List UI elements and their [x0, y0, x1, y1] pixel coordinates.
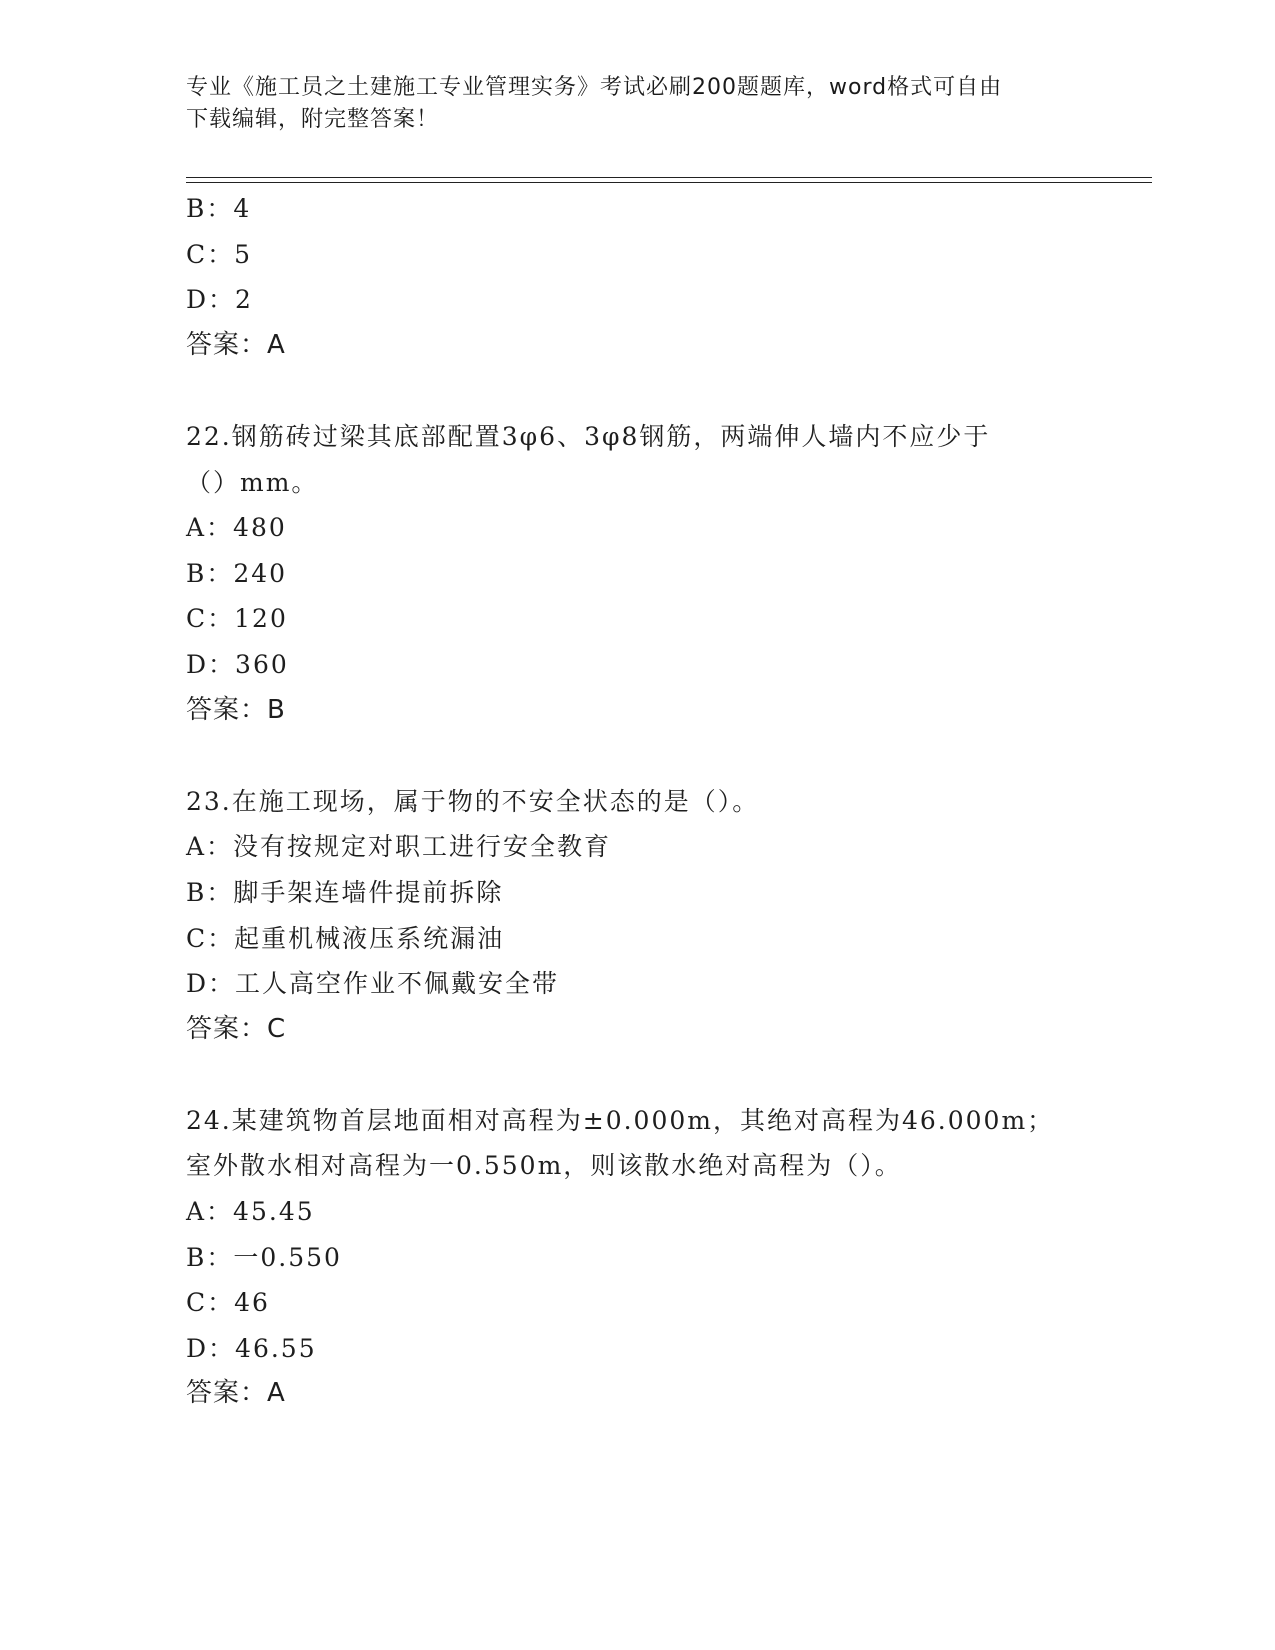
spacer [186, 1052, 1086, 1098]
answer-line: 答案：C [186, 1013, 287, 1044]
spacer [186, 368, 1086, 414]
header-divider-bottom [186, 182, 1152, 183]
question-stem-line-2: （）mm。 [186, 467, 319, 497]
option-b: B：一0.550 [186, 1242, 342, 1272]
option-b: B：4 [186, 194, 252, 223]
option-c: C：起重机械液压系统漏油 [186, 923, 505, 953]
answer-line: 答案：A [186, 1378, 286, 1409]
spacer [186, 733, 1086, 779]
option-a: A：45.45 [186, 1197, 315, 1227]
option-b: B：脚手架连墙件提前拆除 [186, 877, 504, 907]
option-d: D：46.55 [186, 1333, 317, 1363]
option-d: D：2 [186, 285, 253, 315]
document-header [186, 72, 1066, 136]
header-divider-top [186, 177, 1152, 178]
option-a: A：没有按规定对职工进行安全教育 [186, 832, 612, 862]
option-c: C：46 [186, 1288, 270, 1318]
question-23 [186, 779, 1086, 1053]
header-line-1: 专业《施工员之土建施工专业管理实务》考试必刷200题题库，word格式可自由 [186, 75, 1003, 100]
question-22 [186, 414, 1086, 733]
question-stem-line-1: 22.钢筋砖过梁其底部配置3φ6、3φ8钢筋，两端伸人墙内不应少于 [186, 421, 991, 451]
option-c: C：120 [186, 604, 288, 634]
header-line-2: 下载编辑，附完整答案！ [186, 107, 440, 132]
option-a: A：480 [186, 513, 287, 543]
question-21-tail [186, 186, 1086, 368]
question-stem-line-1: 23.在施工现场，属于物的不安全状态的是（）。 [186, 786, 760, 816]
question-stem-line-2: 室外散水相对高程为一0.550m，则该散水绝对高程为（）。 [186, 1151, 902, 1181]
option-d: D：工人高空作业不佩戴安全带 [186, 969, 560, 999]
answer-line: 答案：A [186, 329, 286, 360]
question-stem-line-1: 24.某建筑物首层地面相对高程为±0.000m，其绝对高程为46.000m； [186, 1105, 1055, 1135]
option-c: C：5 [186, 239, 253, 269]
answer-line: 答案：B [186, 694, 286, 725]
question-list [186, 186, 1086, 1417]
question-24 [186, 1098, 1086, 1417]
option-d: D：360 [186, 649, 289, 679]
option-b: B：240 [186, 558, 288, 588]
